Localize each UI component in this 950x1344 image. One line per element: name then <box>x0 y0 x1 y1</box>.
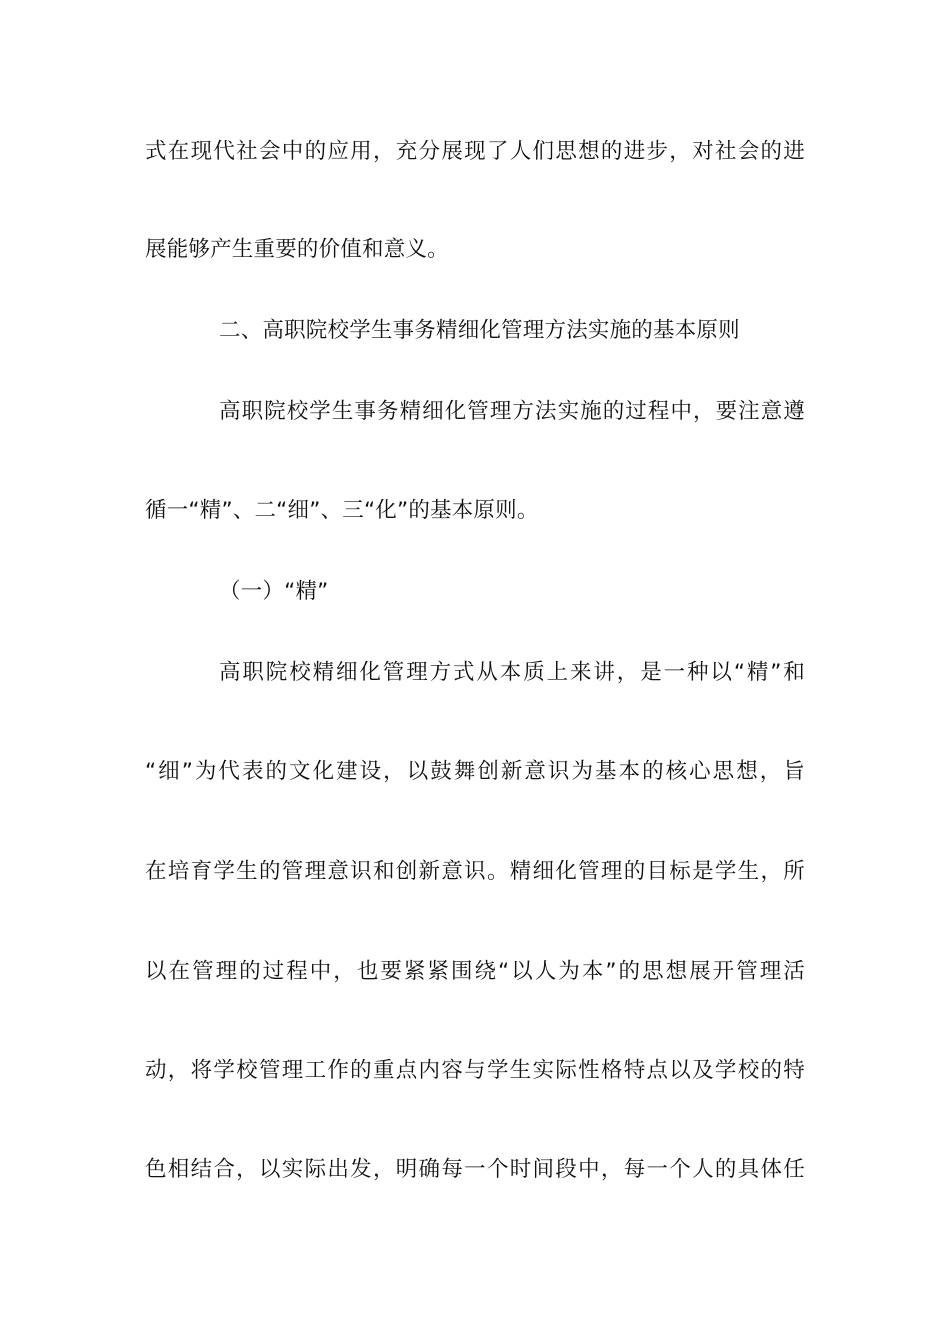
paragraph-line-2: 展能够产生重要的价值和意义。 <box>145 237 449 262</box>
paragraph-line-5: 高职院校精细化管理方式从本质上来讲，是一种以“精”和 <box>219 660 805 685</box>
section-heading: 二、高职院校学生事务精细化管理方法实施的基本原则 <box>219 318 740 343</box>
paragraph-line-9: 动，将学校管理工作的重点内容与学生实际性格特点以及学校的特 <box>145 1058 805 1083</box>
paragraph-line-7: 在培育学生的管理意识和创新意识。精细化管理的目标是学生，所 <box>145 859 805 884</box>
paragraph-line-1: 式在现代社会中的应用，充分展现了人们思想的进步，对社会的进 <box>145 139 805 164</box>
paragraph-line-4: 循一“精”、二“细”、三“化”的基本原则。 <box>145 498 539 523</box>
paragraph-line-3: 高职院校学生事务精细化管理方法实施的过程中，要注意遵 <box>219 399 805 424</box>
paragraph-line-10: 色相结合，以实际出发，明确每一个时间段中，每一个人的具体任 <box>145 1157 805 1182</box>
paragraph-line-8: 以在管理的过程中，也要紧紧围绕“以人为本”的思想展开管理活 <box>145 959 805 984</box>
paragraph-line-6: “细”为代表的文化建设，以鼓舞创新意识为基本的核心思想，旨 <box>145 759 805 784</box>
subsection-heading: （一）“精” <box>219 579 329 604</box>
